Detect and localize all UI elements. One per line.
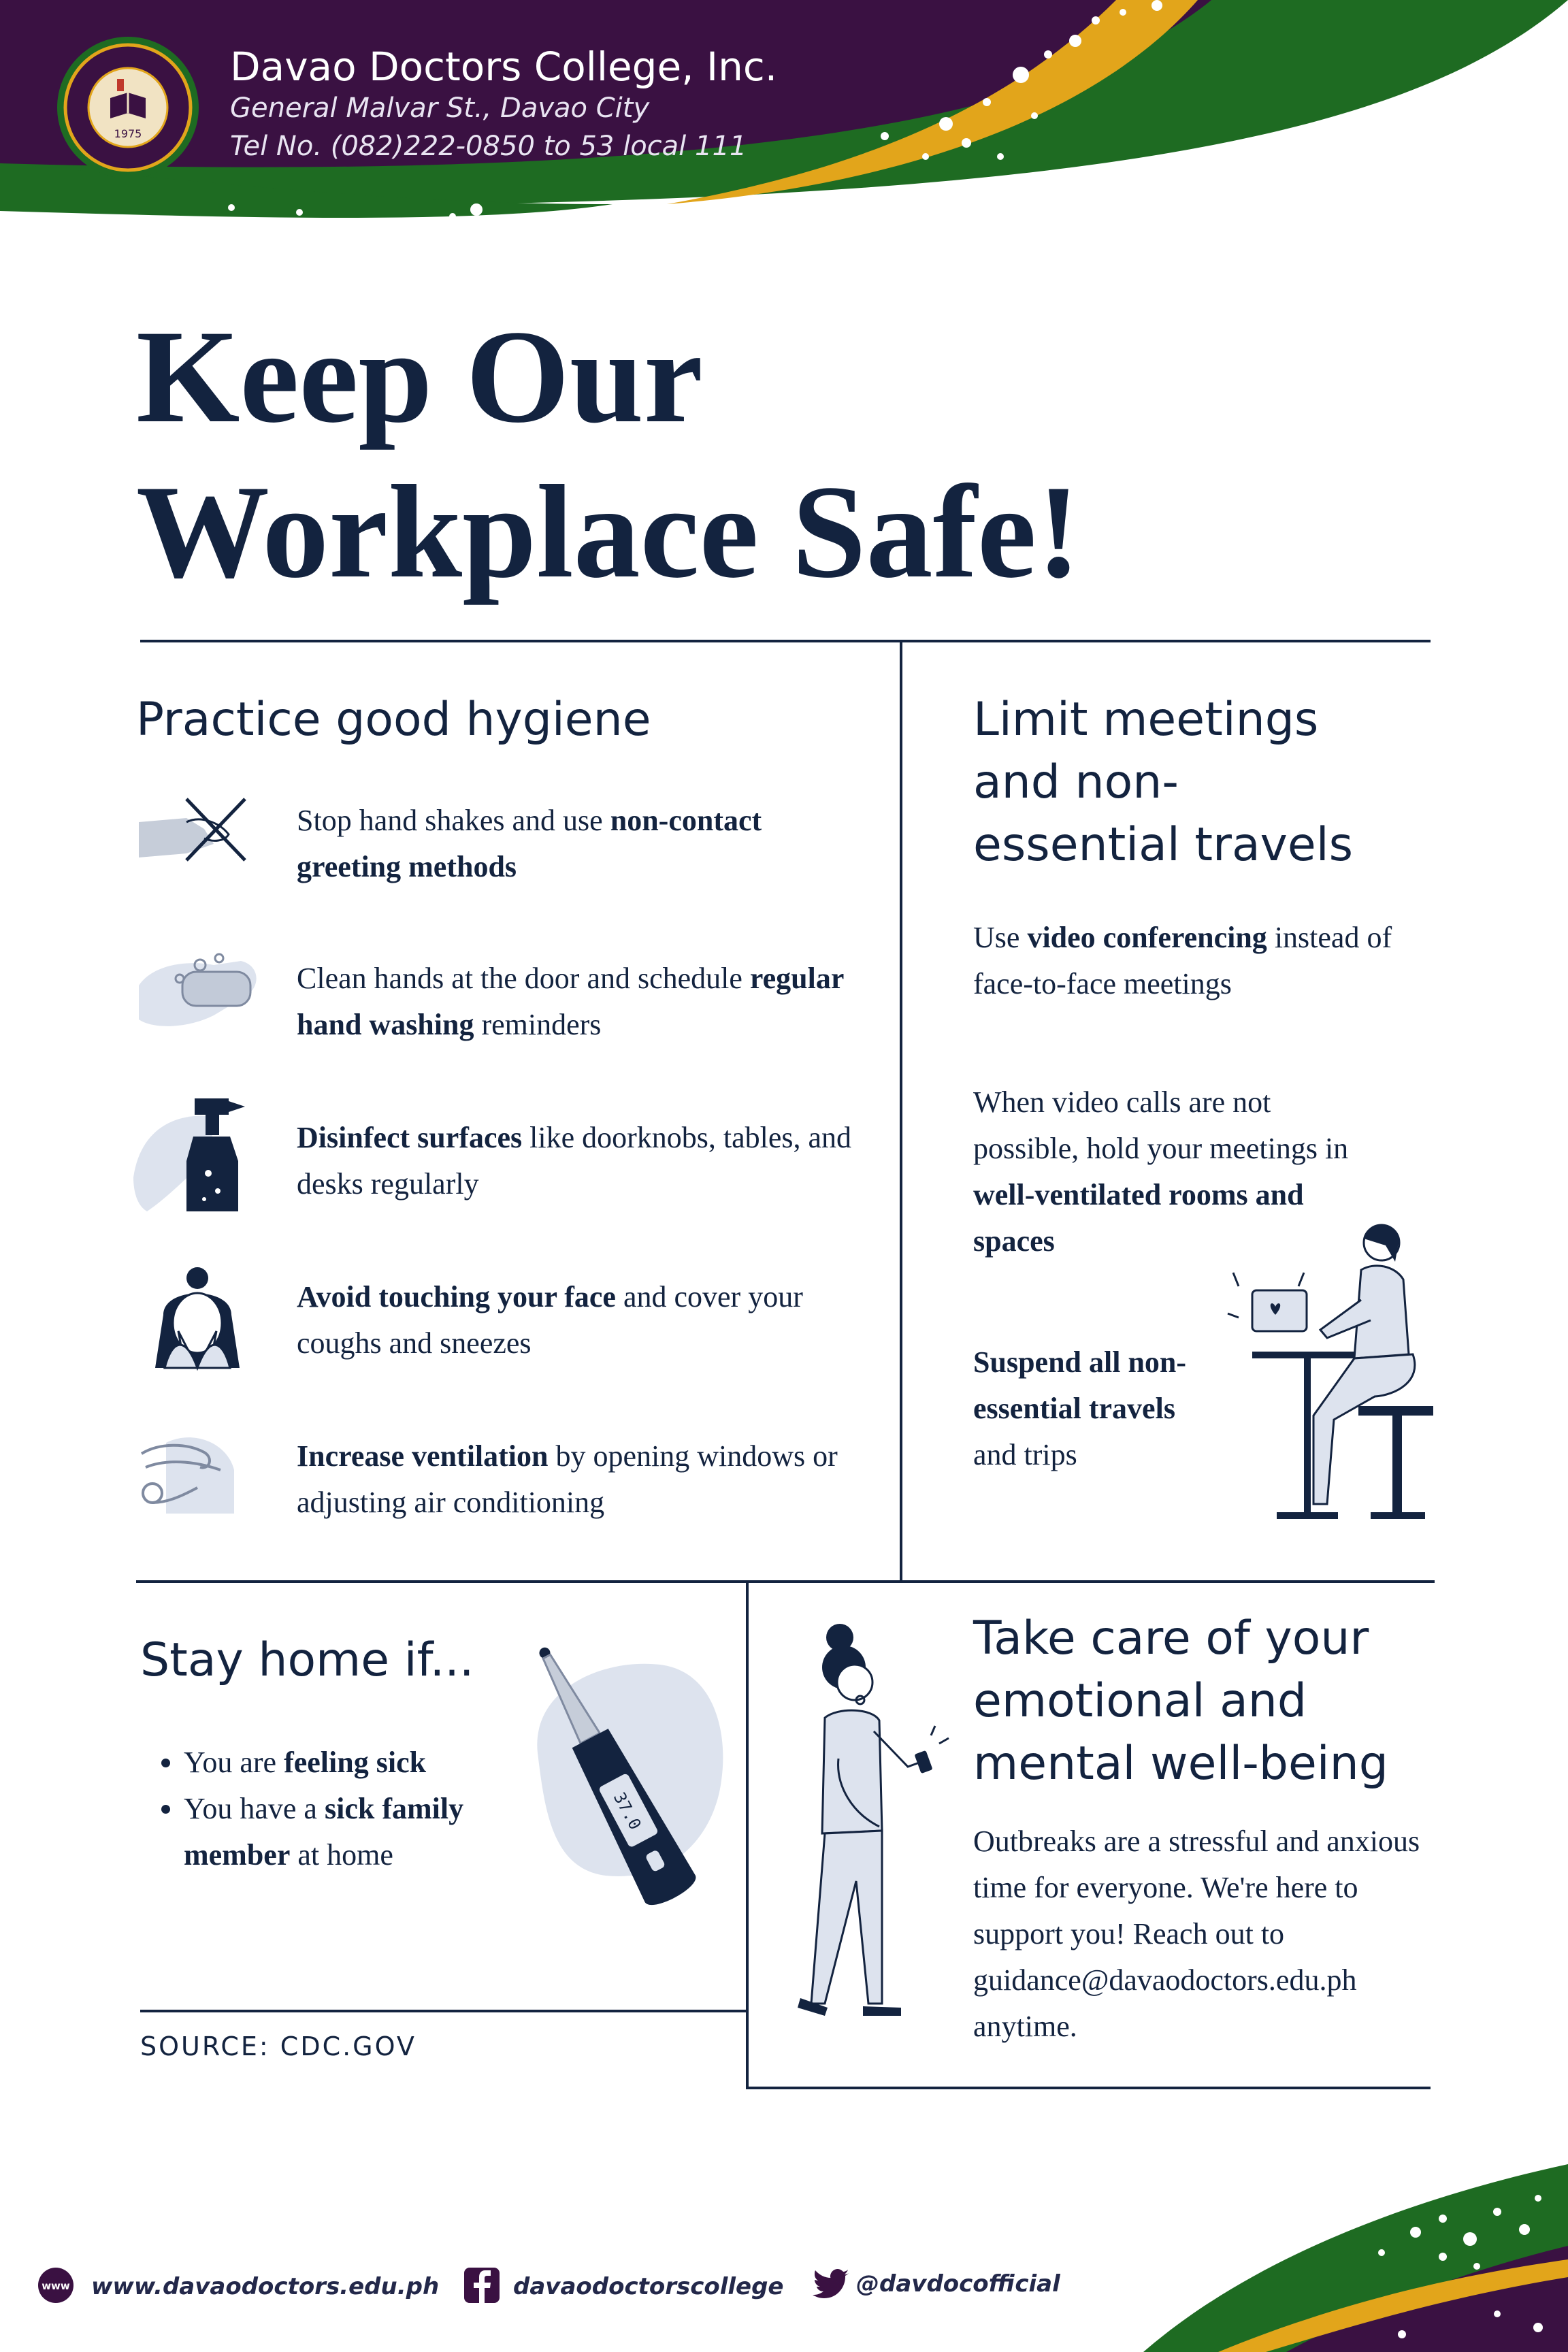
hygiene-item-4: Avoid touching your face and cover your coughs and sneezes	[297, 1280, 803, 1360]
meetings-paragraph-travel: Suspend all non-essential travels and trips	[973, 1345, 1187, 1471]
source-note: SOURCE: CDC.GOV	[140, 2031, 416, 2061]
org-phone: Tel No. (082)222-0850 to 53 local 111	[230, 131, 747, 162]
top-divider	[140, 640, 1431, 642]
facebook-icon	[464, 2268, 500, 2303]
twitter-icon	[813, 2269, 849, 2300]
hygiene-heading: Practice good hygiene	[136, 693, 651, 747]
college-seal	[56, 35, 200, 180]
svg-text:1975: 1975	[114, 127, 142, 140]
covering-face-icon	[144, 1266, 250, 1372]
upper-column-divider	[900, 641, 902, 1580]
wellbeing-body: Outbreaks are a stressful and anxious time for everyone. We're here to support you! Reach out to guidance@davaodoctors.edu.ph anytime.	[973, 1825, 1420, 2043]
page-title	[136, 299, 1081, 610]
footer-facebook-link[interactable]: davaodoctorscollege	[513, 2273, 784, 2300]
hygiene-item-5: Increase ventilation by opening windows or adjusting air conditioning	[297, 1439, 838, 1519]
stay-home-heading: Stay home if...	[140, 1633, 474, 1687]
woman-phone-illustration	[798, 1622, 954, 2017]
middle-divider	[136, 1580, 1435, 1583]
title-line-1: Keep Our	[136, 303, 703, 451]
org-name: Davao Doctors College, Inc.	[230, 44, 778, 90]
meetings-heading: Limit meetings and non- essential travels	[973, 693, 1354, 872]
source-divider	[140, 2010, 746, 2012]
svg-text:37.0: 37.0	[609, 1788, 645, 1833]
hygiene-item-2: Clean hands at the door and schedule regular hand washing reminders	[297, 962, 844, 1041]
svg-text:www: www	[42, 2280, 70, 2292]
stay-home-bullet-1: • You are feeling sick	[184, 1740, 483, 1786]
lower-column-divider	[746, 1582, 749, 2089]
no-handshake-icon	[139, 795, 255, 882]
hygiene-item-3: Disinfect surfaces like doorknobs, tables, and desks regularly	[297, 1121, 852, 1200]
org-address: General Malvar St., Davao City	[230, 93, 650, 124]
meetings-paragraph-ventilated: When video calls are not possible, hold your meetings in well-ventilated rooms and spaces	[973, 1085, 1349, 1258]
woman-laptop-illustration	[1225, 1218, 1443, 1552]
hand-washing-icon	[139, 945, 268, 1033]
bottom-divider	[747, 2087, 1431, 2089]
website-icon	[37, 2266, 75, 2304]
footer-twitter-handle[interactable]: @davdocofficial	[856, 2270, 1060, 2298]
spray-bottle-icon	[133, 1089, 249, 1215]
wellbeing-heading: Take care of your emotional and mental well-being	[973, 1612, 1388, 1791]
meetings-paragraph-video: Use video conferencing instead of face-to-face meetings	[973, 921, 1392, 1000]
hygiene-item-1: Stop hand shakes and use non-contact greeting methods	[297, 804, 762, 883]
stay-home-list	[143, 1740, 483, 1878]
footer-banner	[1062, 2164, 1568, 2352]
footer-website-link[interactable]: www.davaodoctors.edu.ph	[91, 2273, 440, 2300]
thermometer-illustration	[490, 1631, 730, 1923]
air-flow-icon	[139, 1429, 234, 1518]
stay-home-bullet-2: • You have a sick family member at home	[184, 1786, 483, 1878]
title-line-2: Workplace Safe!	[136, 458, 1081, 606]
